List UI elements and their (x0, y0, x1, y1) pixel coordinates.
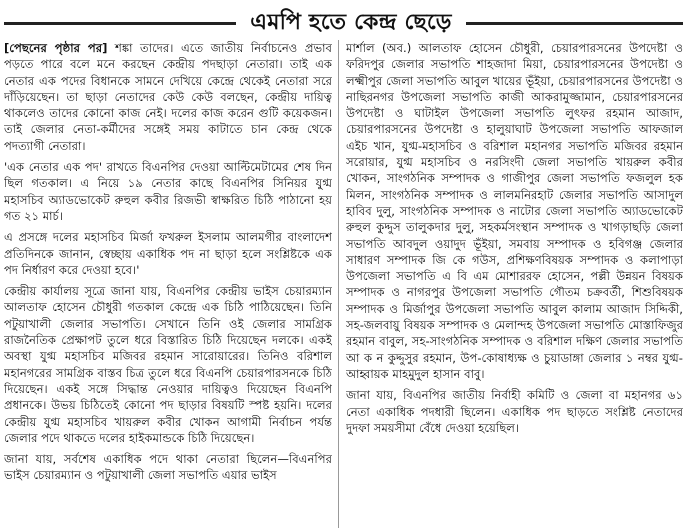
paragraph: জানা যায়, সর্বশেষ একাধিক পদে থাকা নেতারা ছিলেন—বিএনপির ভাইস চেয়ারম্যান ও পটুয়াখালী জেলা সভাপতি এয়ার ভাইস (4, 452, 332, 483)
paragraph: জানা যায়, বিএনপির জাতীয় নির্বাহী কমিটি ও জেলা বা মহানগর ৬১ নেতা একাধিক পদধারী ছিলেন। একাধিক পদ ছাড়তে সংশ্লিষ্ট নেতাদের দুদফা সময়সীমা বেঁধে দেওয়া হয়েছিল। (346, 388, 683, 435)
paragraph-text: শঙ্কা তাদের। এতে জাতীয় নির্বাচনেও প্রভাব পড়তে পারে বলে মনে করছেন কেন্দ্রীয় পদছাড়া নেতারা। তাই এক নেতার এক পদের বিধানকে সামনে দেখিয়ে কেন্দ্রে থেকেই নেতারা সরে দাঁড়িয়েছেন। তা ছাড়া নেতাদের কেউ কেউ বলছেন, কেন্দ্রীয় দায়িত্ব থাকলেও তাদের কোনো কাজ নেই। দলের কাজ করেন গুটি কয়েকজন। তাই জেলার নেতা-কর্মীদের সঙ্গেই সময় কাটাতে চান কেন্দ্র থেকে পদত্যাগী নেতারা। (4, 41, 332, 153)
paragraph: এ প্রসঙ্গে দলের মহাসচিব মির্জা ফখরুল ইসলাম আলমগীর বাংলাদেশ প্রতিদিনকে জানান, স্বেচ্ছায় একাধিক পদ না ছাড়া হলে সংশ্লিষ্টকে এক পদ নির্ধারণ করে দেওয়া হবে।' (4, 230, 332, 277)
paragraph: কেন্দ্রীয় কার্যালয় সূত্রে জানা যায়, বিএনপির কেন্দ্রীয় ভাইস চেয়ারম্যান আলতাফ হোসেন চৌধুরী গতকাল কেন্দ্রে এক চিঠি পাঠিয়েছেন। তিনি পটুয়াখালী জেলার সভাপতি। সেখানে তিনি ওই জেলার সামগ্রিক রাজনৈতিক প্রেক্ষাপট তুলে ধরে বিস্তারিত চিঠি দিয়েছেন দলকে। একই অবস্থা যুগ্ম মহাসচিব মজিবর রহমান সারোয়ারের। তিনিও বরিশাল মহানগরের সামগ্রিক বাস্তব চিত্র তুলে ধরে বিএনপি চেয়ারপারসনকে চিঠি দিয়েছেন। একই সঙ্গে সিদ্ধান্ত নেওয়ার দায়িত্বও দিয়েছেন বিএনপি প্রধানকে। উভয় চিঠিতেই কোনো পদ ছাড়ার বিষয়টি স্পষ্ট হয়নি। দলের কেন্দ্রীয় যুগ্ম মহাসচিব খায়রুল কবীর খোকন আগামী নির্বাচন পর্যন্ত জেলার পদে থাকতে দলের হাইকমান্ডকে চিঠি দিয়েছেন। (4, 284, 332, 445)
headline-bar (4, 8, 683, 38)
paragraph: 'এক নেতার এক পদ' রাখতে বিএনপির দেওয়া আল্টিমেটামের শেষ দিন ছিল গতকাল। এ নিয়ে ১৯ নেতার কাছে বিএনপির সিনিয়র যুগ্ম মহাসচিব অ্যাডভোকেট রুহুল কবীর রিজভী স্বাক্ষরিত চিঠি পাঠানো হয় গত ২১ মার্চ। (4, 160, 332, 223)
headline-rule-left (4, 22, 236, 25)
previous-content-strip (0, 0, 687, 7)
column-divider (338, 40, 339, 528)
headline: এমপি হতে কেন্দ্র ছেড়ে (250, 10, 452, 35)
continued-from-tag: [পেছনের পৃষ্ঠার পর] (4, 41, 108, 55)
paragraph: মার্শাল (অব.) আলতাফ হোসেন চৌধুরী, চেয়ারপারসনের উপদেষ্টা ও ফরিদপুর জেলার সভাপতি শাহজাদা মিয়া, চেয়ারপারসনের উপদেষ্টা ও লক্ষ্মীপুর জেলা সভাপতি আবুল খায়ের ভূঁইয়া, চেয়ারপারসনের উপদেষ্টা ও নাছিরনগর উপজেলা সভাপতি কাজী আকরামুজ্জামান, চেয়ারপারসনের উপদেষ্টা ও ঘাটাইল উপজেলা সভাপতি লুৎফর রহমান আজাদ, চেয়ারপারসনের উপদেষ্টা ও হালুয়াঘাট উপজেলা সভাপতি আফজাল এইচ খান, যুগ্ম-মহাসচিব ও বরিশাল মহানগর সভাপতি মজিবর রহমান সরোয়ার, যুগ্ম মহাসচিব ও নরসিংদী জেলা সভাপতি খায়রুল কবীর খোকন, সাংগঠনিক সম্পাদক ও গাজীপুর জেলা সভাপতি ফজলুল হক মিলন, সাংগঠনিক সম্পাদক ও লালমনিরহাট জেলার সভাপতি আসাদুল হাবিব দুলু, সাংগঠনিক সম্পাদক ও নাটোর জেলা সভাপতি অ্যাডভোকেট রুহুল কুদ্দুস তালুকদার দুলু, সহকর্মসংস্থান সম্পাদক ও খাগড়াছড়ি জেলা সভাপতি আবদুল ওয়াদুদ ভূঁইয়া, সমবায় সম্পাদক ও হবিগঞ্জ জেলার সাধারণ সম্পাদক জি কে গউস, প্রশিক্ষণবিষয়ক সম্পাদক ও কলাপাড়া উপজেলা সভাপতি এ বি এম মোশাররফ হোসেন, পল্লী উন্নয়ন বিষয়ক সম্পাদক ও নাগরপুর উপজেলা সভাপতি গৌতম চক্রবর্তী, শিশুবিষয়ক সম্পাদক ও মির্জাপুর উপজেলা সভাপতি আবুল কালাম আজাদ সিদ্দিকী, সহ-জলবায়ু বিষয়ক সম্পাদক ও মেলান্দহ উপজেলা সভাপতি মোস্তাফিজুর রহমান বাবুল, সহ-সাংগঠনিক সম্পাদক ও বরিশাল দক্ষিণ জেলার সভাপতি আ ক ন কুদ্দুসুর রহমান, উপ-কোষাধ্যক্ষ ও চুয়াডাঙ্গা জেলার ১ নম্বর যুগ্ম-আহ্বায়ক মাহমুদুল হাসান বাবু। (346, 41, 683, 381)
article-column-left (4, 40, 332, 528)
article-column-right (346, 40, 683, 528)
paragraph (4, 40, 332, 154)
headline-rule-right (466, 22, 683, 25)
